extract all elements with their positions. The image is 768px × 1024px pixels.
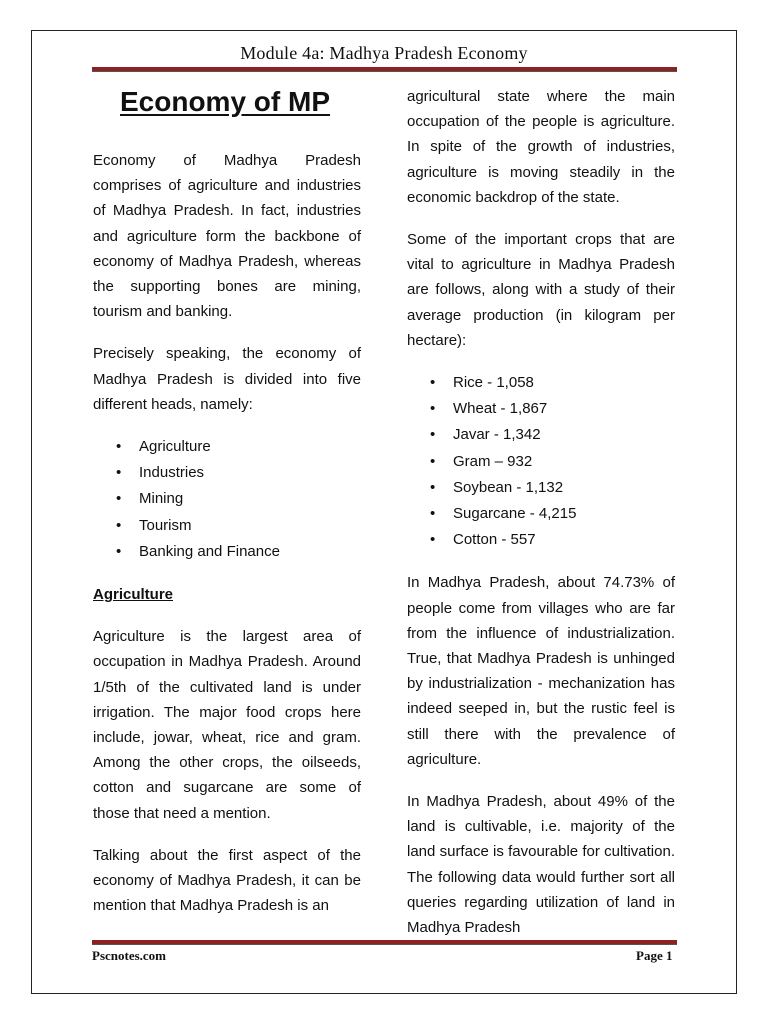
bullet-icon: • (116, 464, 122, 482)
heads-list (93, 434, 361, 565)
module-header: Module 4a: Madhya Pradesh Economy (240, 43, 528, 63)
land-paragraph: In Madhya Pradesh, about 49% of the land is cultivable, i.e. majority of the land surface is favourable for cultivation. The following data would further sort all queries regarding utilization of land in Madhya Pradesh (407, 793, 675, 937)
first-aspect-paragraph: Talking about the first aspect of the economy of Madhya Pradesh, it can be mention that Madhya Pradesh is an (93, 846, 361, 915)
heads-paragraph: Precisely speaking, the economy of Madhya Pradesh is divided into five different heads, namely: (93, 345, 361, 413)
list-item: • Cotton - 557 (407, 527, 675, 553)
agriculture-paragraph: Agriculture is the largest area of occupation in Madhya Pradesh. Around 1/5th of the cultivated land is under irrigation. The major food crops here include, jowar, wheat, rice and gram. Among the other crops, the oilseeds, cotton and sugarcane are some of those that need a mention. (93, 628, 361, 822)
bullet-icon: • (430, 478, 436, 496)
list-item: • Agriculture (93, 434, 361, 460)
bullet-icon: • (430, 505, 436, 523)
footer-rule (92, 940, 677, 945)
list-item: • Rice - 1,058 (407, 370, 675, 396)
bullet-icon: • (430, 400, 436, 418)
crops-intro-paragraph: Some of the important crops that are vital to agriculture in Madhya Pradesh are follows, along with a study of their average production (in kilogram per hectare): (407, 231, 675, 349)
list-item: • Industries (93, 460, 361, 486)
list-item: • Gram – 932 (407, 449, 675, 475)
header-rule (92, 67, 677, 72)
intro-paragraph: Economy of Madhya Pradesh comprises of agriculture and industries of Madhya Pradesh. In fact, industries and agriculture form the backbone of economy of Madhya Pradesh, whereas the supporting bones are mining, tourism and banking. (93, 152, 361, 321)
list-item: • Javar - 1,342 (407, 422, 675, 448)
continuation-paragraph: agricultural state where the main occupation of the people is agriculture. In spite of the growth of industries, agriculture is moving steadily in the economic backdrop of the state. (407, 88, 675, 206)
left-column (93, 148, 361, 935)
crops-list (407, 370, 675, 553)
bullet-icon: • (116, 516, 122, 534)
list-item: • Soybean - 1,132 (407, 475, 675, 501)
bullet-icon: • (430, 452, 436, 470)
right-column (407, 84, 675, 957)
bullet-icon: • (430, 426, 436, 444)
villages-paragraph: In Madhya Pradesh, about 74.73% of people come from villages who are far from the influence of industrialization. True, that Madhya Pradesh is unhinged by industrialization - mechanization has indeed seeped in, but the rustic feel is still there with the prevalence of agriculture. (407, 574, 675, 768)
page-title: Economy of MP (120, 86, 331, 117)
bullet-icon: • (430, 531, 436, 549)
footer-site: Pscnotes.com (92, 948, 167, 963)
footer-page-number: Page 1 (636, 948, 673, 963)
bullet-icon: • (116, 542, 122, 560)
list-item: • Sugarcane - 4,215 (407, 501, 675, 527)
list-item: • Wheat - 1,867 (407, 396, 675, 422)
list-item: • Tourism (93, 513, 361, 539)
section-heading-agriculture: Agriculture (93, 586, 174, 604)
bullet-icon: • (430, 374, 436, 392)
bullet-icon: • (116, 438, 122, 456)
list-item: • Mining (93, 486, 361, 512)
bullet-icon: • (116, 490, 122, 508)
list-item: • Banking and Finance (93, 539, 361, 565)
